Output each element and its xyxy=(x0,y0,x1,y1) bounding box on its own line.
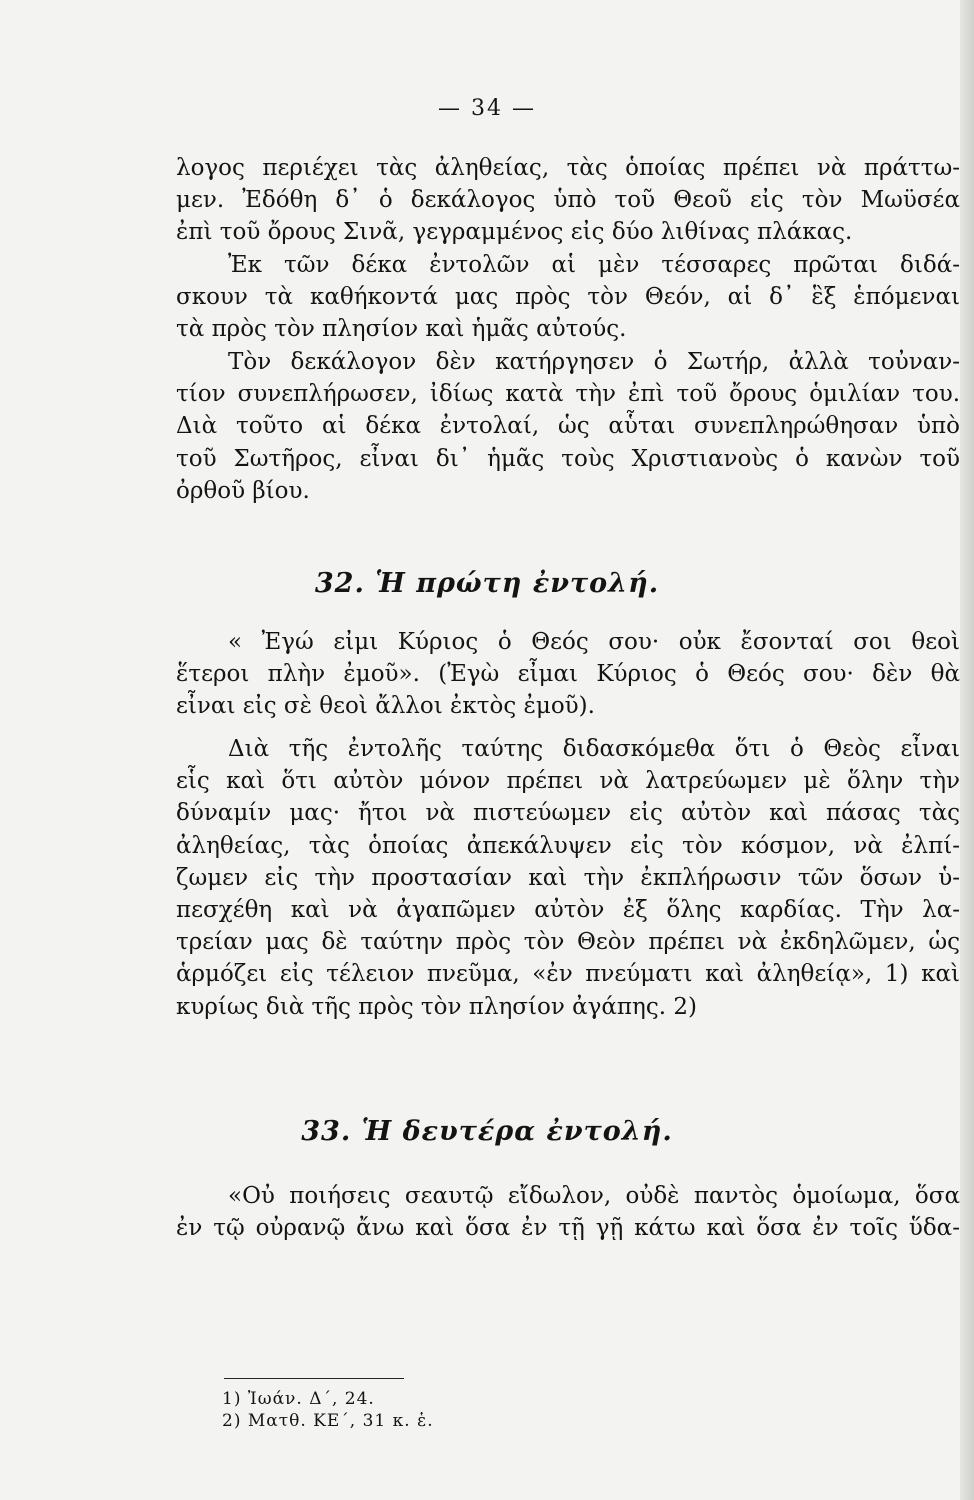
paragraph-1 xyxy=(176,152,960,249)
text-line: « Ἐγώ εἰμι Κύριος ὁ Θεός σου· οὐκ ἔσονταί σοι θεοὶ xyxy=(228,629,960,655)
text-line: Τὸν δεκάλογον δὲν κατήργησεν ὁ Σωτήρ, ἀλλὰ τοὐναν- xyxy=(228,349,960,375)
text-line: ἁρμόζει εἰς τέλειον πνεῦμα, «ἐν πνεύματι καὶ ἀληθείᾳ», 1) καὶ xyxy=(176,961,960,988)
text-line: ἕτεροι πλὴν ἐμοῦ». (Ἐγὼ εἶμαι Κύριος ὁ Θεός σου· δὲν θὰ xyxy=(176,661,960,688)
paragraph-2 xyxy=(176,249,960,346)
footnote-2: 2) Ματθ. ΚΕ΄, 31 κ. ἑ. xyxy=(222,1411,434,1431)
text-line: ὀρθοῦ βίου. xyxy=(176,477,310,504)
text-line: ἐν τῷ οὐρανῷ ἄνω καὶ ὅσα ἐν τῇ γῇ κάτω καὶ ὅσα ἐν τοῖς ὕδα- xyxy=(176,1215,960,1242)
footnote-divider xyxy=(224,1378,404,1379)
text-line: εἶναι εἰς σὲ θεοὶ ἄλλοι ἐκτὸς ἐμοῦ). xyxy=(176,693,595,720)
text-line: Διὰ τοῦτο αἱ δέκα ἐντολαί, ὡς αὗται συνεπληρώθησαν ὑπὸ xyxy=(176,413,960,440)
text-line: εἷς καὶ ὅτι αὐτὸν μόνον πρέπει νὰ λατρεύωμεν μὲ ὅλην τὴν xyxy=(176,768,960,795)
paragraph-3 xyxy=(176,346,960,507)
text-line: δύναμίν μας· ἤτοι νὰ πιστεύωμεν εἰς αὐτὸν καὶ πάσας τὰς xyxy=(176,800,960,827)
text-line: ἐπὶ τοῦ ὄρους Σινᾶ, γεγραμμένος εἰς δύο λιθίνας πλάκας. xyxy=(176,219,853,246)
section-heading-32: 32. Ἡ πρώτη ἐντολή. xyxy=(314,568,660,599)
text-line: «Οὐ ποιήσεις σεαυτῷ εἴδωλον, οὐδὲ παντὸς ὁμοίωμα, ὅσα xyxy=(228,1183,960,1209)
text-line: ἀληθείας, τὰς ὁποίας ἀπεκάλυψεν εἰς τὸν κόσμον, νὰ ἐλπί- xyxy=(176,832,960,859)
paragraph-6 xyxy=(176,1180,960,1244)
text-line: λογος περιέχει τὰς ἀληθείας, τὰς ὁποίας πρέπει νὰ πράττω- xyxy=(176,155,960,181)
text-line: σκουν τὰ καθήκοντά μας πρὸς τὸν Θεόν, αἱ δ᾽ ἓξ ἑπόμεναι xyxy=(176,284,960,311)
text-line: τίον συνεπλήρωσεν, ἰδίως κατὰ τὴν ἐπὶ τοῦ ὄρους ὁμιλίαν του. xyxy=(176,381,960,408)
text-line: Διὰ τῆς ἐντολῆς ταύτης διδασκόμεθα ὅτι ὁ Θεὸς εἶναι xyxy=(228,736,960,762)
text-line: κυρίως διὰ τῆς πρὸς τὸν πλησίον ἀγάπης. 2) xyxy=(176,993,697,1020)
text-line: ζωμεν εἰς τὴν προστασίαν καὶ τὴν ἐκπλήρωσιν τῶν ὅσων ὑ- xyxy=(176,864,960,891)
paragraph-5 xyxy=(176,733,960,1023)
footnote-1: 1) Ἰωάν. Δ΄, 24. xyxy=(222,1389,375,1409)
text-line: μεν. Ἐδόθη δ᾽ ὁ δεκάλογος ὑπὸ τοῦ Θεοῦ εἰς τὸν Μωϋσέα xyxy=(176,187,960,214)
page-edge-shadow xyxy=(960,0,974,1500)
text-line: Ἐκ τῶν δέκα ἐντολῶν αἱ μὲν τέσσαρες πρῶται διδά- xyxy=(228,252,960,278)
footnotes xyxy=(222,1388,722,1432)
section-heading-33: 33. Ἡ δευτέρα ἐντολή. xyxy=(301,1116,673,1147)
text-line: τοῦ Σωτῆρος, εἶναι δι᾽ ἡμᾶς τοὺς Χριστιανοὺς ὁ κανὼν τοῦ xyxy=(176,445,960,472)
page-number: — 34 — xyxy=(438,96,536,121)
paragraph-4 xyxy=(176,626,960,723)
text-line: πεσχέθη καὶ νὰ ἀγαπῶμεν αὐτὸν ἐξ ὅλης καρδίας. Τὴν λα- xyxy=(176,897,960,924)
text-line: τρείαν μας δὲ ταύτην πρὸς τὸν Θεὸν πρέπει νὰ ἐκδηλῶμεν, ὡς xyxy=(176,929,960,956)
text-line: τὰ πρὸς τὸν πλησίον καὶ ἡμᾶς αὐτούς. xyxy=(176,316,627,343)
